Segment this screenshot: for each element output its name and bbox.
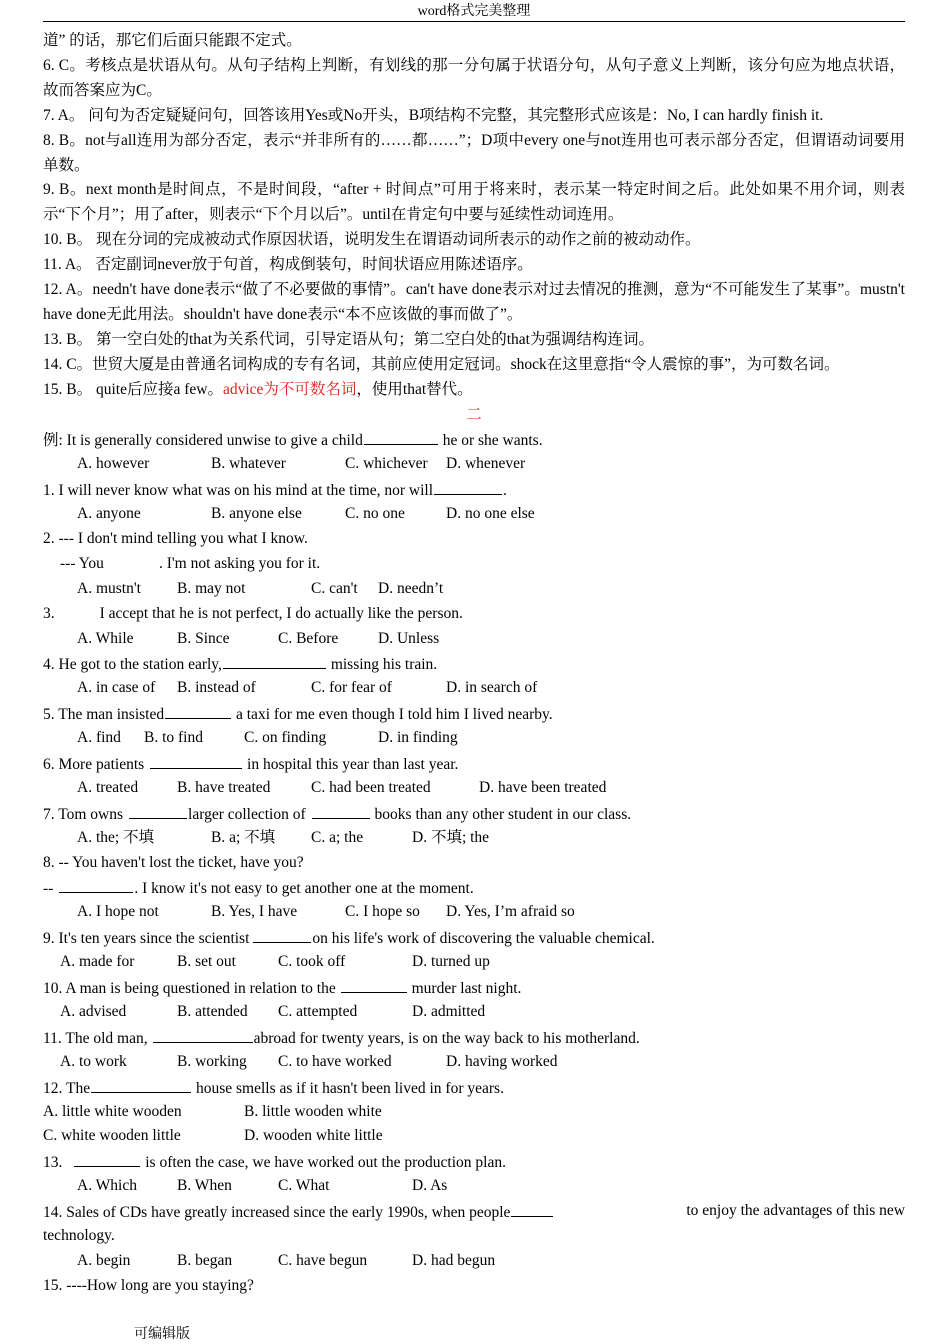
options-6 <box>43 776 905 801</box>
option-d: D. having worked <box>446 1052 558 1070</box>
option-d: D. wooden white little <box>244 1127 383 1145</box>
answer-15: 15. B。 quite后应接a few。advice为不可数名词，使用that替代。 <box>43 380 473 398</box>
option-c: C. have begun <box>278 1251 368 1269</box>
option-c: C. Before <box>278 629 339 647</box>
option-a: A. however <box>77 455 150 473</box>
option-b: B. Yes, I have <box>211 903 298 921</box>
answer-blank <box>150 751 242 769</box>
question-example: 例: It is generally considered unwise to give a child he or she wants. <box>43 427 905 452</box>
options-1 <box>43 502 905 527</box>
answer-blank <box>364 427 438 445</box>
question-15: 15. ----How long are you staying? <box>43 1276 254 1294</box>
answer-7: 7. A。 问句为否定疑疑问句，回答该用Yes或No开头，B项结构不完整，其完整形式应该是：No, I can hardly finish it. <box>43 106 824 124</box>
document-content <box>43 29 905 1299</box>
question-13: 13. is often the case, we have worked out the production plan. <box>43 1149 905 1174</box>
options-9 <box>43 950 905 975</box>
section-title: 二 <box>466 405 482 423</box>
answer-blank <box>511 1199 553 1217</box>
question-4: 4. He got to the station early, missing his train. <box>43 651 905 676</box>
answer-14: 14. C。世贸大厦是由普通名词构成的专有名词，其前应使用定冠词。shock在这里意指“令人震惊的事”，为可数名词。 <box>43 355 840 373</box>
question-12: 12. The house smells as if it hasn't been lived in for years. <box>43 1075 905 1100</box>
option-a: A. mustn't <box>77 579 141 597</box>
option-b: B. little wooden white <box>244 1102 382 1120</box>
option-b: B. anyone else <box>211 505 302 523</box>
page-header: word格式完美整理 <box>43 2 905 22</box>
option-c: C. on finding <box>244 729 327 747</box>
option-a: A. in case of <box>77 679 156 697</box>
option-a: A. the; 不填 <box>77 828 155 846</box>
option-a: A. made for <box>60 953 135 971</box>
question-3: 3. I accept that he is not perfect, I do actually like the person. <box>43 604 463 622</box>
option-b: B. a; 不填 <box>211 828 276 846</box>
options-10 <box>43 1000 905 1025</box>
option-a: A. While <box>77 629 134 647</box>
option-c: C. had been treated <box>311 778 431 796</box>
answer-6: 6. C。考核点是状语从句。从句子结构上判断，有划线的那一分句属于状语分句，从句子意义上判断，该分句应为地点状语，故而答案应为C。 <box>43 56 905 99</box>
options-14 <box>43 1249 905 1274</box>
options-3 <box>43 627 905 652</box>
question-9: 9. It's ten years since the scientist on his life's work of discovering the valuable chemical. <box>43 925 905 950</box>
answer-blank <box>312 801 370 819</box>
option-a: A. to work <box>60 1052 127 1070</box>
option-d: D. no one else <box>446 505 535 523</box>
question-2-reply: --- You . I'm not asking you for it. <box>60 554 321 572</box>
option-b: B. Since <box>177 629 230 647</box>
option-d: D. 不填; the <box>412 828 490 846</box>
option-c: C. no one <box>345 505 405 523</box>
answer-blank <box>74 1149 140 1167</box>
question-11: 11. The old man, abroad for twenty years, is on the way back to his motherland. <box>43 1025 905 1050</box>
option-d: D. have been treated <box>479 778 607 796</box>
options-12-row2 <box>43 1124 905 1149</box>
option-c: C. whichever <box>345 455 428 473</box>
option-b: B. instead of <box>177 679 256 697</box>
option-c: C. for fear of <box>311 679 392 697</box>
option-b: B. began <box>177 1251 233 1269</box>
answer-12: 12. A。needn't have done表示“做了不必要做的事情”。can't have done表示对过去情况的推测，意为“不可能发生了某事”。mustn't have done无此用法。shouldn't have done表示“本不应该做的事而做了”。 <box>43 281 905 323</box>
option-d: D. admitted <box>412 1002 486 1020</box>
answer-blank <box>223 651 326 669</box>
question-1: 1. I will never know what was on his mind at the time, nor will . <box>43 477 905 502</box>
option-a: A. begin <box>77 1251 131 1269</box>
question-8-reply: -- . I know it's not easy to get another one at the moment. <box>43 875 905 900</box>
options-8 <box>43 900 905 925</box>
option-d: D. Unless <box>378 629 440 647</box>
option-a: A. treated <box>77 778 139 796</box>
option-a: A. anyone <box>77 505 141 523</box>
option-d: D. turned up <box>412 953 490 971</box>
option-d: D. whenever <box>446 455 526 473</box>
question-2: 2. --- I don't mind telling you what I know. <box>43 530 308 548</box>
answer-blank <box>165 701 231 719</box>
options-13 <box>43 1174 905 1199</box>
option-b: B. attended <box>177 1002 248 1020</box>
option-c: C. a; the <box>311 828 364 846</box>
option-d: D. in finding <box>378 729 458 747</box>
option-d: D. in search of <box>446 679 538 697</box>
answer-13: 13. B。 第一空白处的that为关系代词，引导定语从句；第二空白处的that为强调结构连词。 <box>43 330 654 348</box>
options-2 <box>43 577 905 602</box>
option-d: D. had begun <box>412 1251 496 1269</box>
answer-10: 10. B。 现在分词的完成被动式作原因状语，说明发生在谓语动词所表示的动作之前的被动动作。 <box>43 231 701 249</box>
question-10: 10. A man is being questioned in relation to the murder last night. <box>43 975 905 1000</box>
options-5 <box>43 726 905 751</box>
option-a: A. advised <box>60 1002 127 1020</box>
option-d: D. needn’t <box>378 579 444 597</box>
answer-blank <box>129 801 187 819</box>
option-c: C. to have worked <box>278 1052 392 1070</box>
question-14: 14. Sales of CDs have greatly increased since the early 1990s, when people to enjoy the advantages of this new <box>43 1199 905 1224</box>
option-a: A. Which <box>77 1177 137 1195</box>
answer-8: 8. B。not与all连用为部分否定，表示“并非所有的……都……”；D项中every one与not连用也可表示部分否定，但谓语动词要用单数。 <box>43 131 905 174</box>
question-7: 7. Tom owns larger collection of books than any other student in our class. <box>43 801 905 826</box>
page-footer: 可编辑版 <box>134 1327 190 1342</box>
options-4 <box>43 676 905 701</box>
options-11 <box>43 1050 905 1075</box>
highlighted-text: advice为不可数名词 <box>222 380 357 398</box>
answer-blank <box>253 925 311 943</box>
answer-blank <box>59 875 133 893</box>
option-b: B. When <box>177 1177 232 1195</box>
option-b: B. to find <box>144 729 203 747</box>
option-c: C. attempted <box>278 1002 358 1020</box>
question-6: 6. More patients in hospital this year than last year. <box>43 751 905 776</box>
option-d: D. As <box>412 1177 448 1195</box>
question-8: 8. -- You haven't lost the ticket, have you? <box>43 853 304 871</box>
option-b: B. may not <box>177 579 246 597</box>
option-c: C. took off <box>278 953 346 971</box>
question-14-cont: technology. <box>43 1226 115 1244</box>
option-a: A. find <box>77 729 121 747</box>
option-c: C. white wooden little <box>43 1127 181 1145</box>
option-b: B. have treated <box>177 778 271 796</box>
options-example <box>43 452 905 477</box>
answer-blank <box>91 1075 191 1093</box>
option-b: B. set out <box>177 953 236 971</box>
answer-9: 9. B。next month是时间点，不是时间段，“after + 时间点”可用于将来时，表示某一特定时间之后。此处如果不用介词，则表示“下个月”；用了after，则表示“下个月以后”。until在肯定句中要与延续性动词连用。 <box>43 181 905 224</box>
option-a: A. little white wooden <box>43 1102 182 1120</box>
options-12-row1 <box>43 1100 905 1125</box>
option-c: C. I hope so <box>345 903 420 921</box>
question-5: 5. The man insisted a taxi for me even though I told him I lived nearby. <box>43 701 905 726</box>
option-c: C. What <box>278 1177 330 1195</box>
answer-line: 道” 的话，那它们后面只能跟不定式。 <box>43 32 302 49</box>
option-b: B. working <box>177 1052 247 1070</box>
answer-blank <box>341 975 407 993</box>
option-d: D. Yes, I’m afraid so <box>446 903 575 921</box>
answer-11: 11. A。 否定副词never放于句首，构成倒装句，时间状语应用陈述语序。 <box>43 256 533 274</box>
option-a: A. I hope not <box>77 903 159 921</box>
option-c: C. can't <box>311 579 358 597</box>
answer-blank <box>153 1025 253 1043</box>
answer-blank <box>434 477 502 495</box>
options-7 <box>43 826 905 851</box>
option-b: B. whatever <box>211 455 286 473</box>
